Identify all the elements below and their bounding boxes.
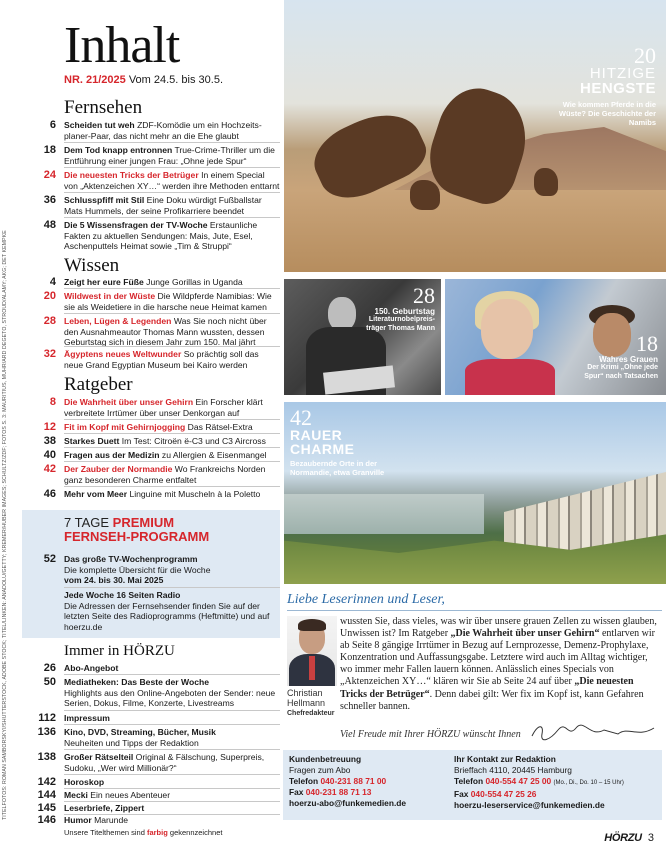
section-head-fernsehen: Fernsehen [64,97,143,118]
editor-portrait [287,616,337,686]
redaktion-email-link[interactable]: hoerzu-leserservice@funkemedien.de [454,800,605,810]
mann-caption: 28 150. Geburtstag Literaturnobelpreisträger Thomas Mann [366,283,435,332]
table-of-contents: Inhalt NR. 21/2025 Vom 24.5. bis 30.5. Fernsehen 6 Scheiden tut weh ZDF-Komödie um ein Hochzeitsplaner-Paar, das nicht mehr an die Ehe glaubt 18 Dem Tod knapp entronnen True-Crime-Thriller um die Entführung einer jungen Frau: „Ohne jede Spur“ 24 Die neuesten Tricks der Betrüger In einem Special von „Aktenzeichen XY…“ werden ihre Methoden enttarnt 36 Schlusspfiff mit Stil Eine Doku würdigt Fußballstar Mats Hummels, der seine Profikarriere beendet 48 Die 5 Wissensfragen der TV-Woche Erstaunliche Fakten zu aktuellen Sendungen: Mais, Jute, Esel, Aschenputtels Heimat sowie „Tim & Struppi“ Wissen 4 Zeigt her eure Füße Junge Gorillas in Uganda 20 Wildwest in der Wüste Die Wildpferde Namibias: Wie sie als Weidetiere in die harsche neue Heimat kamen 28 Leben, Lügen & Legenden Was Sie noch nicht über den Ausnahmeautor Thomas Mann wussten, dessen Geburtstag sich in diesem Jahr zum 150. Mal jährt 32 Ägyptens neues Weltwunder So prächtig soll das neue Grand Egyptian Museum bei Kairo werden Ratgeber 8 Die Wahrheit über unser Gehirn Ein Forscher klärt verbreitete Irrtümer über unser Denkorgan auf 12 Fit im Kopf mit Gehirnjogging Das Rätsel-Extra 38 Starkes Duett Im Test: Citroën ë-C3 und C3 Aircross 40 Fragen aus der Medizin zu Allergien & Eisenmangel 42 Der Zauber der Normandie Wo Frankreichs Norden ganz besonderen Charme entfaltet 46 Mehr vom Meer Linguine mit Muscheln à la Poletto 7 TAGE PREMIUM FERNSEH-PROGRAMM 52 Das große TV-Wochenprogramm Die komplette Übersicht für die Woche vom 24. bis 30. Mai 2025 Jede Woche 16 Seiten Radio Die Adressen der Fernsehsender finden Sie auf der letzten Seite des Radioprogramms (Heftmitte) und auf hoerzu.de Immer in HÖRZU 26 Abo-Angebot 50 Mediatheken: Das Beste der Woche Highlights aus den Online-Angeboten der Sender: neue Serien, Dokus, Filme, Konzerte, Livestreams 112 Impressum 136 Kino, DVD, Streaming, Bücher, Musik Neuheiten und Tipps der Redaktion 138 Großer Rätselteil Original & Fälschung, Superpreis, Sudoku, „Wer wird Millionär?“ 142 Horoskop 144 Mecki Ein neues Abenteuer 145 Leserbriefe, Zippert [22,0,280,856]
photo-credits: TITELFOTOS: ROMAN SAMBORSKYI/SHUTTERSTOCK, ADOBE STOCK; TITEL/LINKEN: ANADOLU/GETTY; KREMER/HUBER IMAGES; SCHULTZ/ZDF; FOTOS S. 3: MAURITIUS, MUHR/ARD DEGETO, STROUD/ALAMY; AKG; DET KEMPKE [2,230,8,820]
page-number: 3 [647,832,654,844]
editorial-contact-box: Ihr Kontakt zur Redaktion Brieffach 4110, 20445 Hamburg Telefon 040-554 47 25 00 (Mo., Di., Do. 10 – 15 Uhr) Fax 040-554 47 25 26 hoerzu-leserservice@funkemedien.de [448,750,662,820]
premium-subhead: FERNSEH-PROGRAMM [64,529,210,544]
section-head-wissen: Wissen [64,255,120,276]
photo-normandy-coast[interactable] [284,402,666,584]
editor-role: Chefredakteur [287,710,335,717]
hoerzu-logo: HÖRZU [604,832,642,844]
editorial-greeting: Liebe Leserinnen und Leser, [287,592,445,607]
photo-thomas-mann[interactable] [284,279,441,395]
coast-caption: 42 RAUER CHARME Bezaubernde Orte in der Normandie, etwa Granville [290,405,385,477]
editorial-text: wussten Sie, dass vieles, was wir über unsere grauen Zellen zu wissen glauben, Unwissen ist? Im Ratgeber „Die Wahrheit über unser Gehirn“ entlarven wir ab Seite 8 gängige Irrtümer in Bezug auf Lernprozesse, Demenz-Prophylaxe, Konzentration und Auffassungsgabe. Letztere wird auch im Alltag wichtiger, wo immer mehr Fallen lauern können. Anlässlich eines Specials von „Aktenzeichen XY…“ klären wir Sie ab Seite 24 auf über „Die neuesten Tricks der Betrüger“. Denn dabei gilt: Wer fix im Kopf ist, kann Gefahren schneller bannen. [340,616,657,712]
customer-service-box: Kundenbetreuung Fragen zum Abo Telefon 040-231 88 71 00 Fax 040-231 88 71 13 hoerzu-abo@funkemedien.de [283,750,468,820]
editorial-closing: Viel Freude mit Ihrer HÖRZU wünscht Ihnen [340,729,521,740]
crime-caption: 18 Wahres Grauen Der Krimi „Ohne jede Spur“ nach Tatsachen [584,331,658,380]
horses-caption: 20 HITZIGE HENGSTE Wie kommen Pferde in die Wüste? Die Geschichte der Namibs [558,43,656,127]
service-email-link[interactable]: hoerzu-abo@funkemedien.de [289,798,407,808]
editor-name: Christian Hellmann [287,688,326,708]
color-legend-note: Unsere Titelthemen sind farbig gekennzeichnet [64,828,223,837]
premium-head: 7 TAGE PREMIUM [64,515,175,530]
section-head-immer: Immer in HÖRZU [64,643,175,659]
issue-number: NR. 21/2025 [64,74,126,86]
section-head-ratgeber: Ratgeber [64,374,133,395]
page-footer [604,832,654,844]
signature-image [528,722,658,742]
page-title: Inhalt [64,17,180,74]
issue-dates: Vom 24.5. bis 30.5. [128,74,223,86]
photo-horses[interactable] [284,0,666,272]
issue-line [64,74,223,86]
photo-crime-drama[interactable] [445,279,666,395]
